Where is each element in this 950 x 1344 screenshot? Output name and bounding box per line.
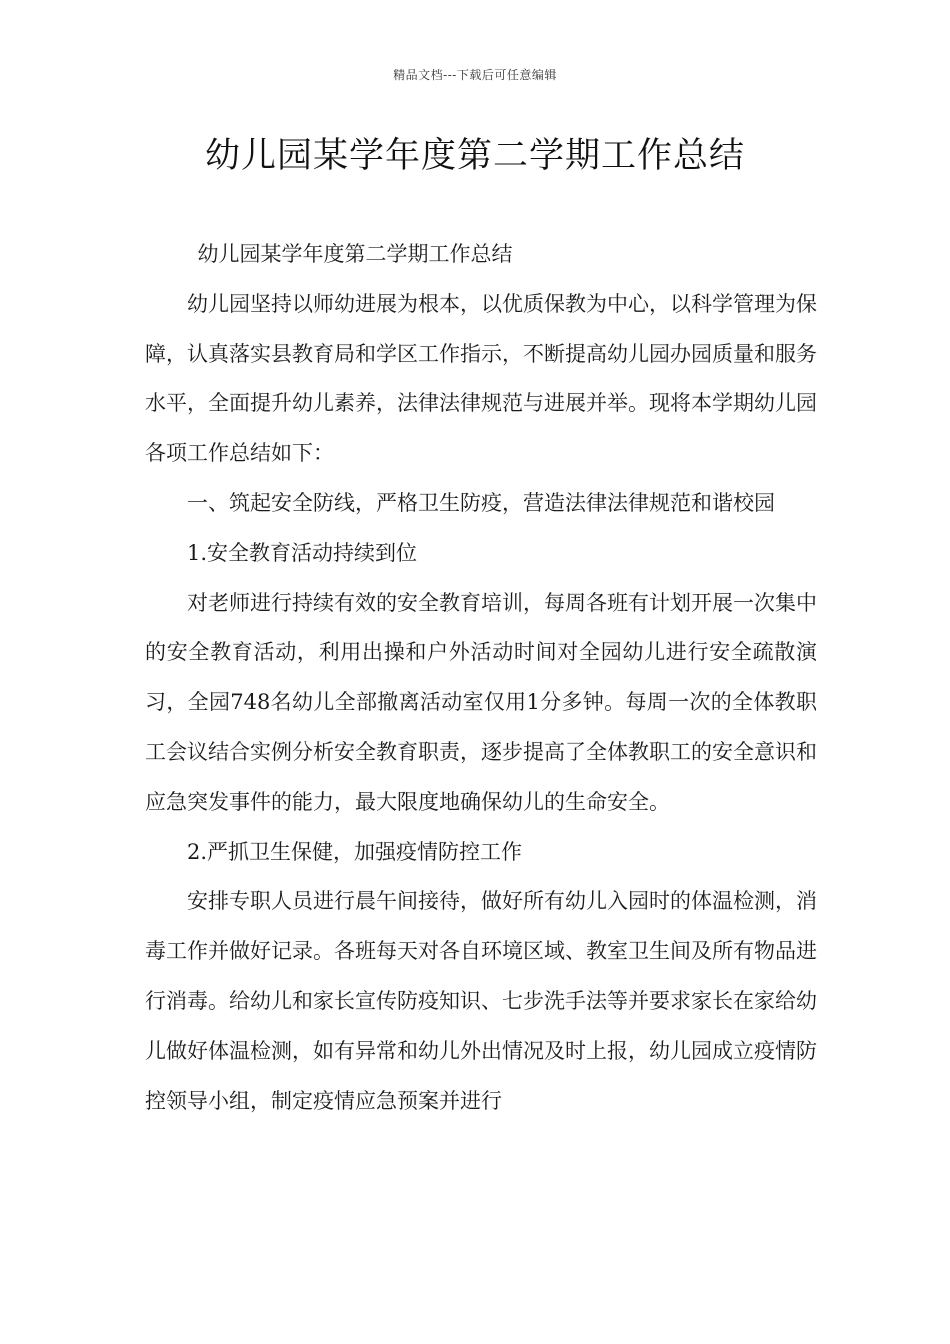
document-title: 幼儿园某学年度第二学期工作总结: [204, 136, 745, 176]
safety-paragraph: 对老师进行持续有效的安全教育培训，每周各班有计划开展一次集中的安全教育活动，利用出操和户外活动时间对全园幼儿进行安全疏散演习，全园748名幼儿全部撤离活动室仅用1分多钟。每周一次的全体教职工会议结合实例分析安全教育职责，逐步提高了全体教职工的安全意识和应急突发事件的能力，最大限度地确保幼儿的生命安全。: [145, 590, 817, 814]
subsection-heading-1: 1.安全教育活动持续到位: [187, 540, 418, 565]
header-note: 精品文档---下载后可任意编辑: [393, 68, 557, 82]
section-heading: 一、筑起安全防线，严格卫生防疫，营造法律法律规范和谐校园: [187, 490, 775, 515]
document-body: [145, 230, 817, 1126]
intro-paragraph: 幼儿园坚持以师幼进展为根本，以优质保教为中心，以科学管理为保障，认真落实县教育局和学区工作指示，不断提高幼儿园办园质量和服务水平，全面提升幼儿素养，法律法律规范与进展并举。现将本学期幼儿园各项工作总结如下：: [145, 291, 817, 466]
body-subtitle: 幼儿园某学年度第二学期工作总结: [197, 242, 513, 266]
subsection-heading-2: 2.严抓卫生保健，加强疫情防控工作: [187, 839, 523, 864]
hygiene-paragraph: 安排专职人员进行晨午间接待，做好所有幼儿入园时的体温检测，消毒工作并做好记录。各班每天对各自环境区域、教室卫生间及所有物品进行消毒。给幼儿和家长宣传防疫知识、七步洗手法等并要求家长在家给幼儿做好体温检测，如有异常和幼儿外出情况及时上报，幼儿园成立疫情防控领导小组，制定疫情应急预案并进行: [145, 889, 817, 1113]
